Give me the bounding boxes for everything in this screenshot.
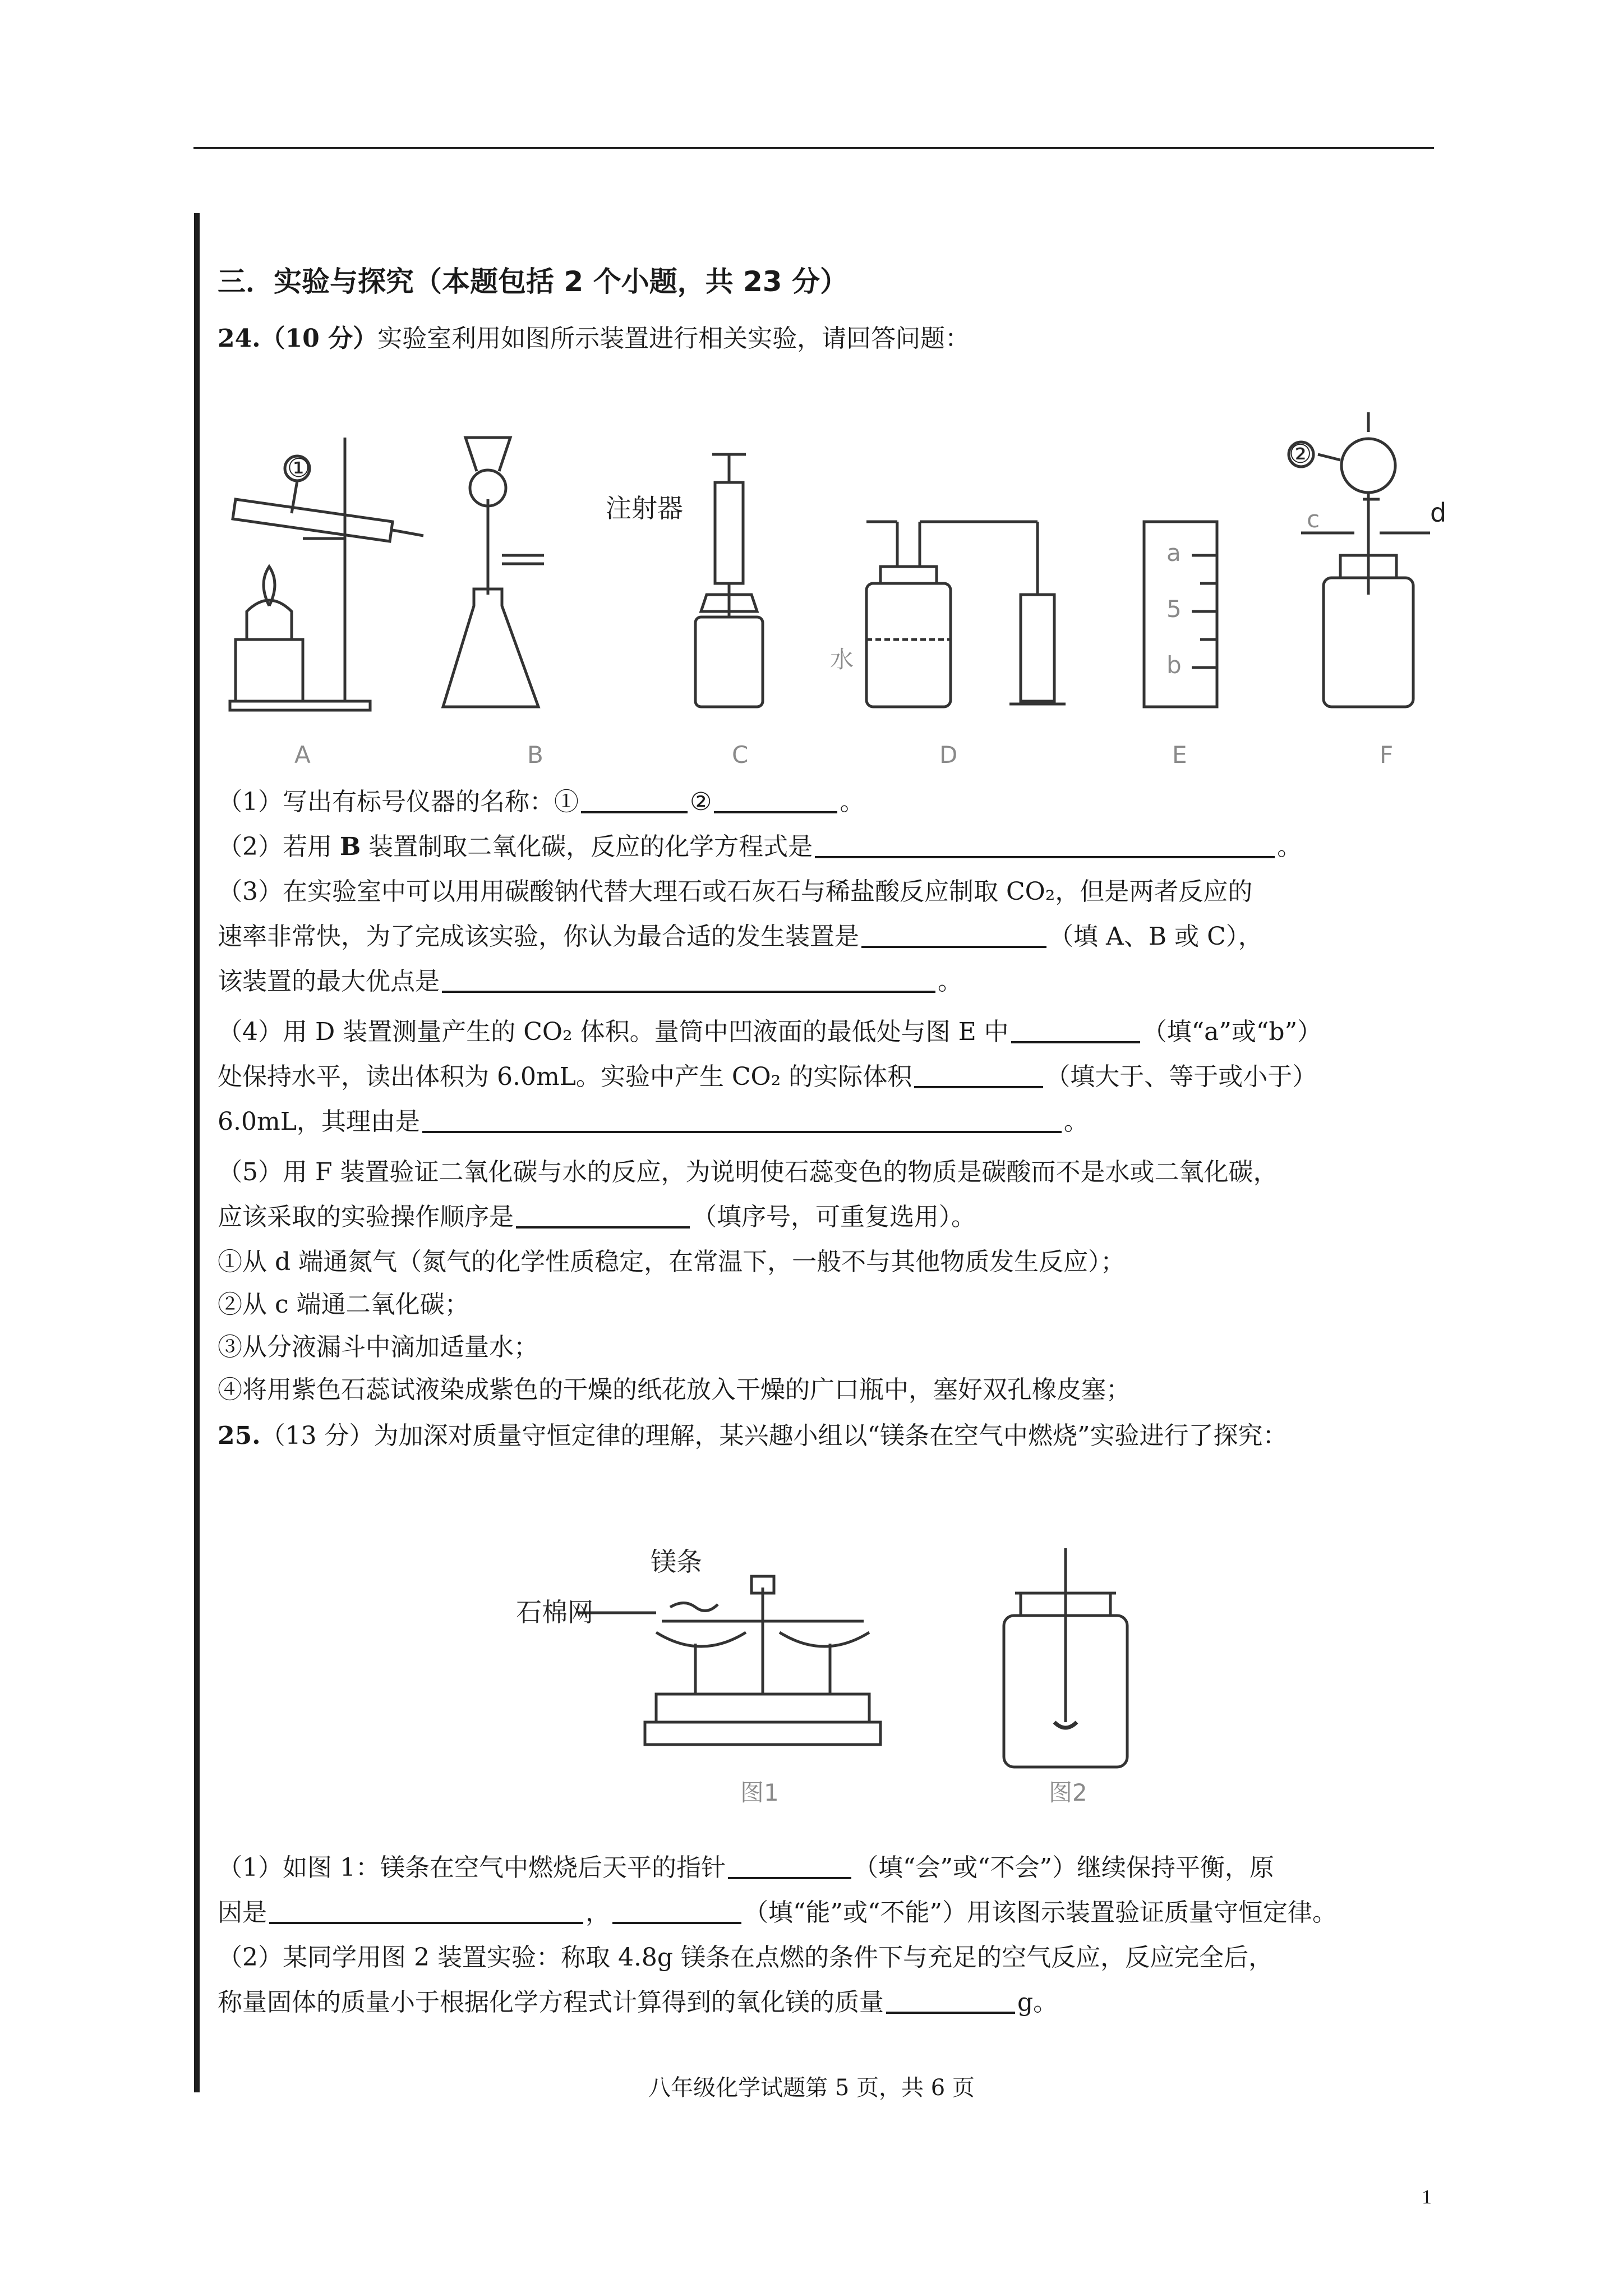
q25-part2-l2a: 称量固体的质量小于根据化学方程式计算得到的氧化镁的质量	[218, 1988, 884, 2017]
label-f-c: c	[1307, 505, 1320, 533]
q24-part1-mid: ②	[690, 788, 712, 816]
apparatus-a	[230, 438, 423, 710]
answer-blank[interactable]	[728, 1855, 851, 1879]
q24-part1	[218, 785, 864, 819]
q24-part2	[218, 830, 1302, 864]
label-water: 水	[830, 646, 854, 673]
q24-part3-line1: （3）在实验室中可以用用碳酸钠代替大理石或石灰石与稀盐酸反应制取 CO₂，但是两者反应的	[218, 877, 1253, 906]
page-number: 1	[1422, 2185, 1432, 2208]
q25-figure	[516, 1537, 1161, 1818]
label-syringe: 注射器	[606, 493, 683, 523]
q24-part2-a: （2）若用	[218, 832, 340, 861]
q24-part4-line1	[218, 1015, 1322, 1049]
q25-part1-l2b: ，	[585, 1898, 610, 1927]
q25-part1-l2c: （填“能”或“不能”）用该图示装置验证质量守恒定律。	[744, 1898, 1337, 1927]
q24-intro-text: 实验室利用如图所示装置进行相关实验，请回答问题：	[377, 324, 970, 353]
label-asbestos-gauze: 石棉网	[516, 1597, 593, 1627]
q24-part4-line3	[218, 1105, 1089, 1139]
q24-part1-end: 。	[840, 788, 865, 816]
q25-intro-text: （13 分）为加深对质量守恒定律的理解，某兴趣小组以“镁条在空气中燃烧”实验进行了探究：	[260, 1421, 1288, 1450]
answer-blank[interactable]	[442, 968, 935, 993]
q24-part4-l3b: 。	[1063, 1107, 1089, 1136]
q24-part3-l2b: （填 A、B 或 C），	[1049, 922, 1263, 951]
q24-part2-end: 。	[1277, 832, 1302, 861]
jar-figure-2	[1004, 1548, 1127, 1767]
q25-intro	[218, 1419, 1288, 1453]
q24-part3-line2	[218, 920, 1263, 954]
binding-margin-line	[194, 213, 200, 2092]
q24-part3-l3a: 该装置的最大优点是	[218, 967, 440, 996]
caption-f: F	[1380, 741, 1394, 769]
page-footer: 八年级化学试题第 5 页，共 6 页	[648, 2075, 975, 2101]
answer-blank[interactable]	[914, 1064, 1043, 1088]
q24-part4-line2	[218, 1060, 1317, 1094]
q25-part2-line1: （2）某同学用图 2 装置实验：称取 4.8g 镁条在点燃的条件下与充足的空气反应，反应完全后，	[218, 1943, 1274, 1972]
q24-part4-l3a: 6.0mL，其理由是	[218, 1107, 420, 1136]
q24-part5-line2	[218, 1200, 976, 1234]
q25-part1-line1	[218, 1851, 1274, 1885]
q24-part4-l1b: （填“a”或“b”）	[1142, 1018, 1322, 1046]
q24-part5-l2a: 应该采取的实验操作顺序是	[218, 1203, 514, 1231]
q24-op2: ②从 c 端通二氧化碳；	[218, 1290, 469, 1319]
q24-part5-line1: （5）用 F 装置验证二氧化碳与水的反应，为说明使石蕊变色的物质是碳酸而不是水或二氧化碳，	[218, 1158, 1278, 1186]
q25-part1-l2a: 因是	[218, 1898, 267, 1927]
caption-fig1: 图1	[740, 1779, 779, 1806]
q24-part3-l3b: 。	[938, 967, 962, 996]
caption-a: A	[294, 741, 311, 769]
caption-d: D	[939, 741, 958, 769]
caption-b: B	[527, 741, 543, 769]
caption-c: C	[732, 741, 749, 769]
caption-fig2: 图2	[1049, 1779, 1087, 1806]
label-circle-2: ②	[1289, 439, 1312, 469]
label-f-d: d	[1430, 498, 1447, 528]
answer-blank[interactable]	[886, 1989, 1015, 2014]
answer-blank[interactable]	[714, 789, 837, 813]
q25-part1-line2	[218, 1896, 1337, 1930]
q24-op3: ③从分液漏斗中滴加适量水；	[218, 1333, 538, 1361]
caption-e: E	[1172, 741, 1187, 769]
q25-part1-l1a: （1）如图 1：镁条在空气中燃烧后天平的指针	[218, 1853, 726, 1882]
q24-apparatus-figure	[224, 370, 1458, 774]
answer-blank[interactable]	[516, 1204, 690, 1228]
q24-op1: ①从 d 端通氮气（氮气的化学性质稳定，在常温下，一般不与其他物质发生反应）；	[218, 1248, 1126, 1276]
balance-figure-1	[578, 1576, 880, 1745]
answer-blank[interactable]	[1011, 1019, 1140, 1043]
q24-part1-text: （1）写出有标号仪器的名称：①	[218, 788, 579, 816]
q24-op4: ④将用紫色石蕊试液染成紫色的干燥的纸花放入干燥的广口瓶中，塞好双孔橡皮塞；	[218, 1375, 1131, 1404]
answer-blank[interactable]	[612, 1899, 741, 1924]
q24-part2-b: B	[339, 832, 361, 861]
label-e-a: a	[1166, 539, 1181, 567]
q25-part1-l1b: （填“会”或“不会”）继续保持平衡，原	[853, 1853, 1274, 1882]
q24-part3-l2a: 速率非常快，为了完成该实验，你认为最合适的发生装置是	[218, 922, 859, 951]
label-e-b: b	[1166, 651, 1182, 679]
answer-blank[interactable]	[815, 834, 1275, 858]
header-rule	[193, 147, 1434, 149]
q24-part4-l2a: 处保持水平，读出体积为 6.0mL。实验中产生 CO₂ 的实际体积	[218, 1062, 912, 1091]
apparatus-c	[695, 454, 763, 707]
q24-number: 24.（10 分）	[218, 324, 378, 353]
label-e-5: 5	[1166, 595, 1182, 623]
q24-part2-c: 装置制取二氧化碳，反应的化学方程式是	[361, 832, 813, 861]
apparatus-b	[443, 438, 544, 707]
answer-blank[interactable]	[269, 1899, 583, 1924]
q25-part2-line2	[218, 1986, 1058, 2019]
answer-blank[interactable]	[581, 789, 688, 813]
section-title: 三．实验与探究（本题包括 2 个小题，共 23 分）	[218, 265, 848, 298]
q25-number: 25.	[218, 1421, 261, 1450]
q24-intro	[218, 322, 970, 356]
q25-part2-l2b: g。	[1017, 1988, 1058, 2017]
answer-blank[interactable]	[422, 1108, 1062, 1133]
q24-part5-l2b: （填序号，可重复选用）。	[692, 1203, 976, 1231]
answer-blank[interactable]	[861, 923, 1046, 948]
label-magnesium: 镁条	[651, 1547, 702, 1577]
q24-part3-line3	[218, 965, 962, 999]
q24-part4-l2b: （填大于、等于或小于）	[1045, 1062, 1317, 1091]
q24-part4-l1a: （4）用 D 装置测量产生的 CO₂ 体积。量筒中凹液面的最低处与图 E 中	[218, 1018, 1009, 1046]
label-circle-1: ①	[287, 453, 311, 483]
apparatus-d	[866, 522, 1066, 707]
